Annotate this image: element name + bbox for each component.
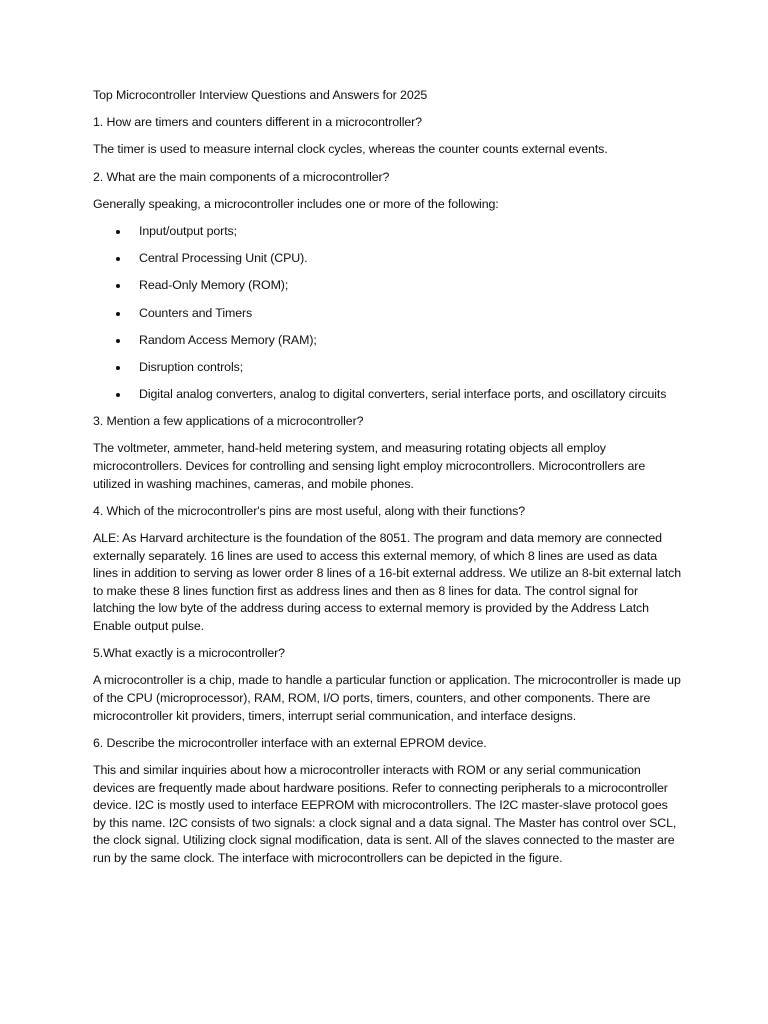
bullet-icon	[116, 284, 120, 288]
document-page	[93, 87, 683, 877]
question-2: 2. What are the main components of a microcontroller?	[93, 169, 390, 184]
list-item-text: Read-Only Memory (ROM);	[139, 278, 289, 293]
list-item	[93, 223, 683, 241]
list-item-text: Disruption controls;	[139, 359, 244, 374]
bullet-icon	[116, 257, 120, 261]
answer-4: ALE: As Harvard architecture is the foundation of the 8051. The program and data memory are connected externally separately. 16 lines are used to access this external memory, of which 8 lines are used as data lines in addition to serving as lower order 8 lines of a 16-bit external address. We utilize an 8-bit external latch to make these 8 lines function first as address lines and then as 8 lines for data. The control signal for latching the low byte of the address during access to external memory is provided by the Address Latch Enable output pulse.	[93, 531, 682, 633]
list-item	[93, 359, 683, 377]
list-item	[93, 332, 683, 350]
bullet-icon	[116, 366, 120, 370]
answer-3: The voltmeter, ammeter, hand-held metering system, and measuring rotating objects all employ microcontrollers. Devices for controlling and sensing light employ microcontrollers. Microcontrollers are utilized in washing machines, cameras, and mobile phones.	[93, 441, 646, 491]
bullet-icon	[116, 393, 120, 397]
answer-2-intro: Generally speaking, a microcontroller includes one or more of the following:	[93, 196, 499, 211]
list-item	[93, 250, 683, 268]
list-item	[93, 277, 683, 295]
list-item	[93, 386, 683, 404]
list-item-text: Random Access Memory (RAM);	[139, 332, 317, 347]
list-item-text: Central Processing Unit (CPU).	[139, 251, 308, 266]
list-item-text: Digital analog converters, analog to digital converters, serial interface ports, and oscillatory circuits	[139, 387, 667, 402]
question-3: 3. Mention a few applications of a microcontroller?	[93, 414, 364, 429]
list-item-text: Counters and Timers	[139, 305, 253, 320]
bullet-icon	[116, 339, 120, 343]
list-item	[93, 305, 683, 323]
components-list	[93, 223, 683, 404]
answer-6: This and similar inquiries about how a microcontroller interacts with ROM or any serial communication devices are frequently made about hardware positions. Refer to connecting peripherals to a microcontroller device. I2C is mostly used to interface EEPROM with microcontrollers. The I2C master-slave protocol goes by this name. I2C consists of two signals: a clock signal and a data signal. The Master has control over SCL, the clock signal. Utilizing clock signal modification, data is sent. All of the slaves connected to the master are run by the same clock. The interface with microcontrollers can be depicted in the figure.	[93, 762, 677, 865]
question-4: 4. Which of the microcontroller's pins are most useful, along with their functions?	[93, 503, 526, 518]
question-1: 1. How are timers and counters different in a microcontroller?	[93, 115, 422, 130]
list-item-text: Input/output ports;	[139, 223, 237, 238]
answer-5: A microcontroller is a chip, made to handle a particular function or application. The microcontroller is made up of the CPU (microprocessor), RAM, ROM, I/O ports, timers, counters, and other components. There are microcontroller kit providers, timers, interrupt serial communication, and interface designs.	[93, 673, 681, 723]
answer-1: The timer is used to measure internal clock cycles, whereas the counter counts external events.	[93, 142, 608, 157]
document-title: Top Microcontroller Interview Questions and Answers for 2025	[93, 88, 428, 102]
question-5: 5.What exactly is a microcontroller?	[93, 646, 285, 661]
bullet-icon	[116, 312, 120, 316]
bullet-icon	[116, 230, 120, 234]
question-6: 6. Describe the microcontroller interface with an external EPROM device.	[93, 735, 487, 750]
